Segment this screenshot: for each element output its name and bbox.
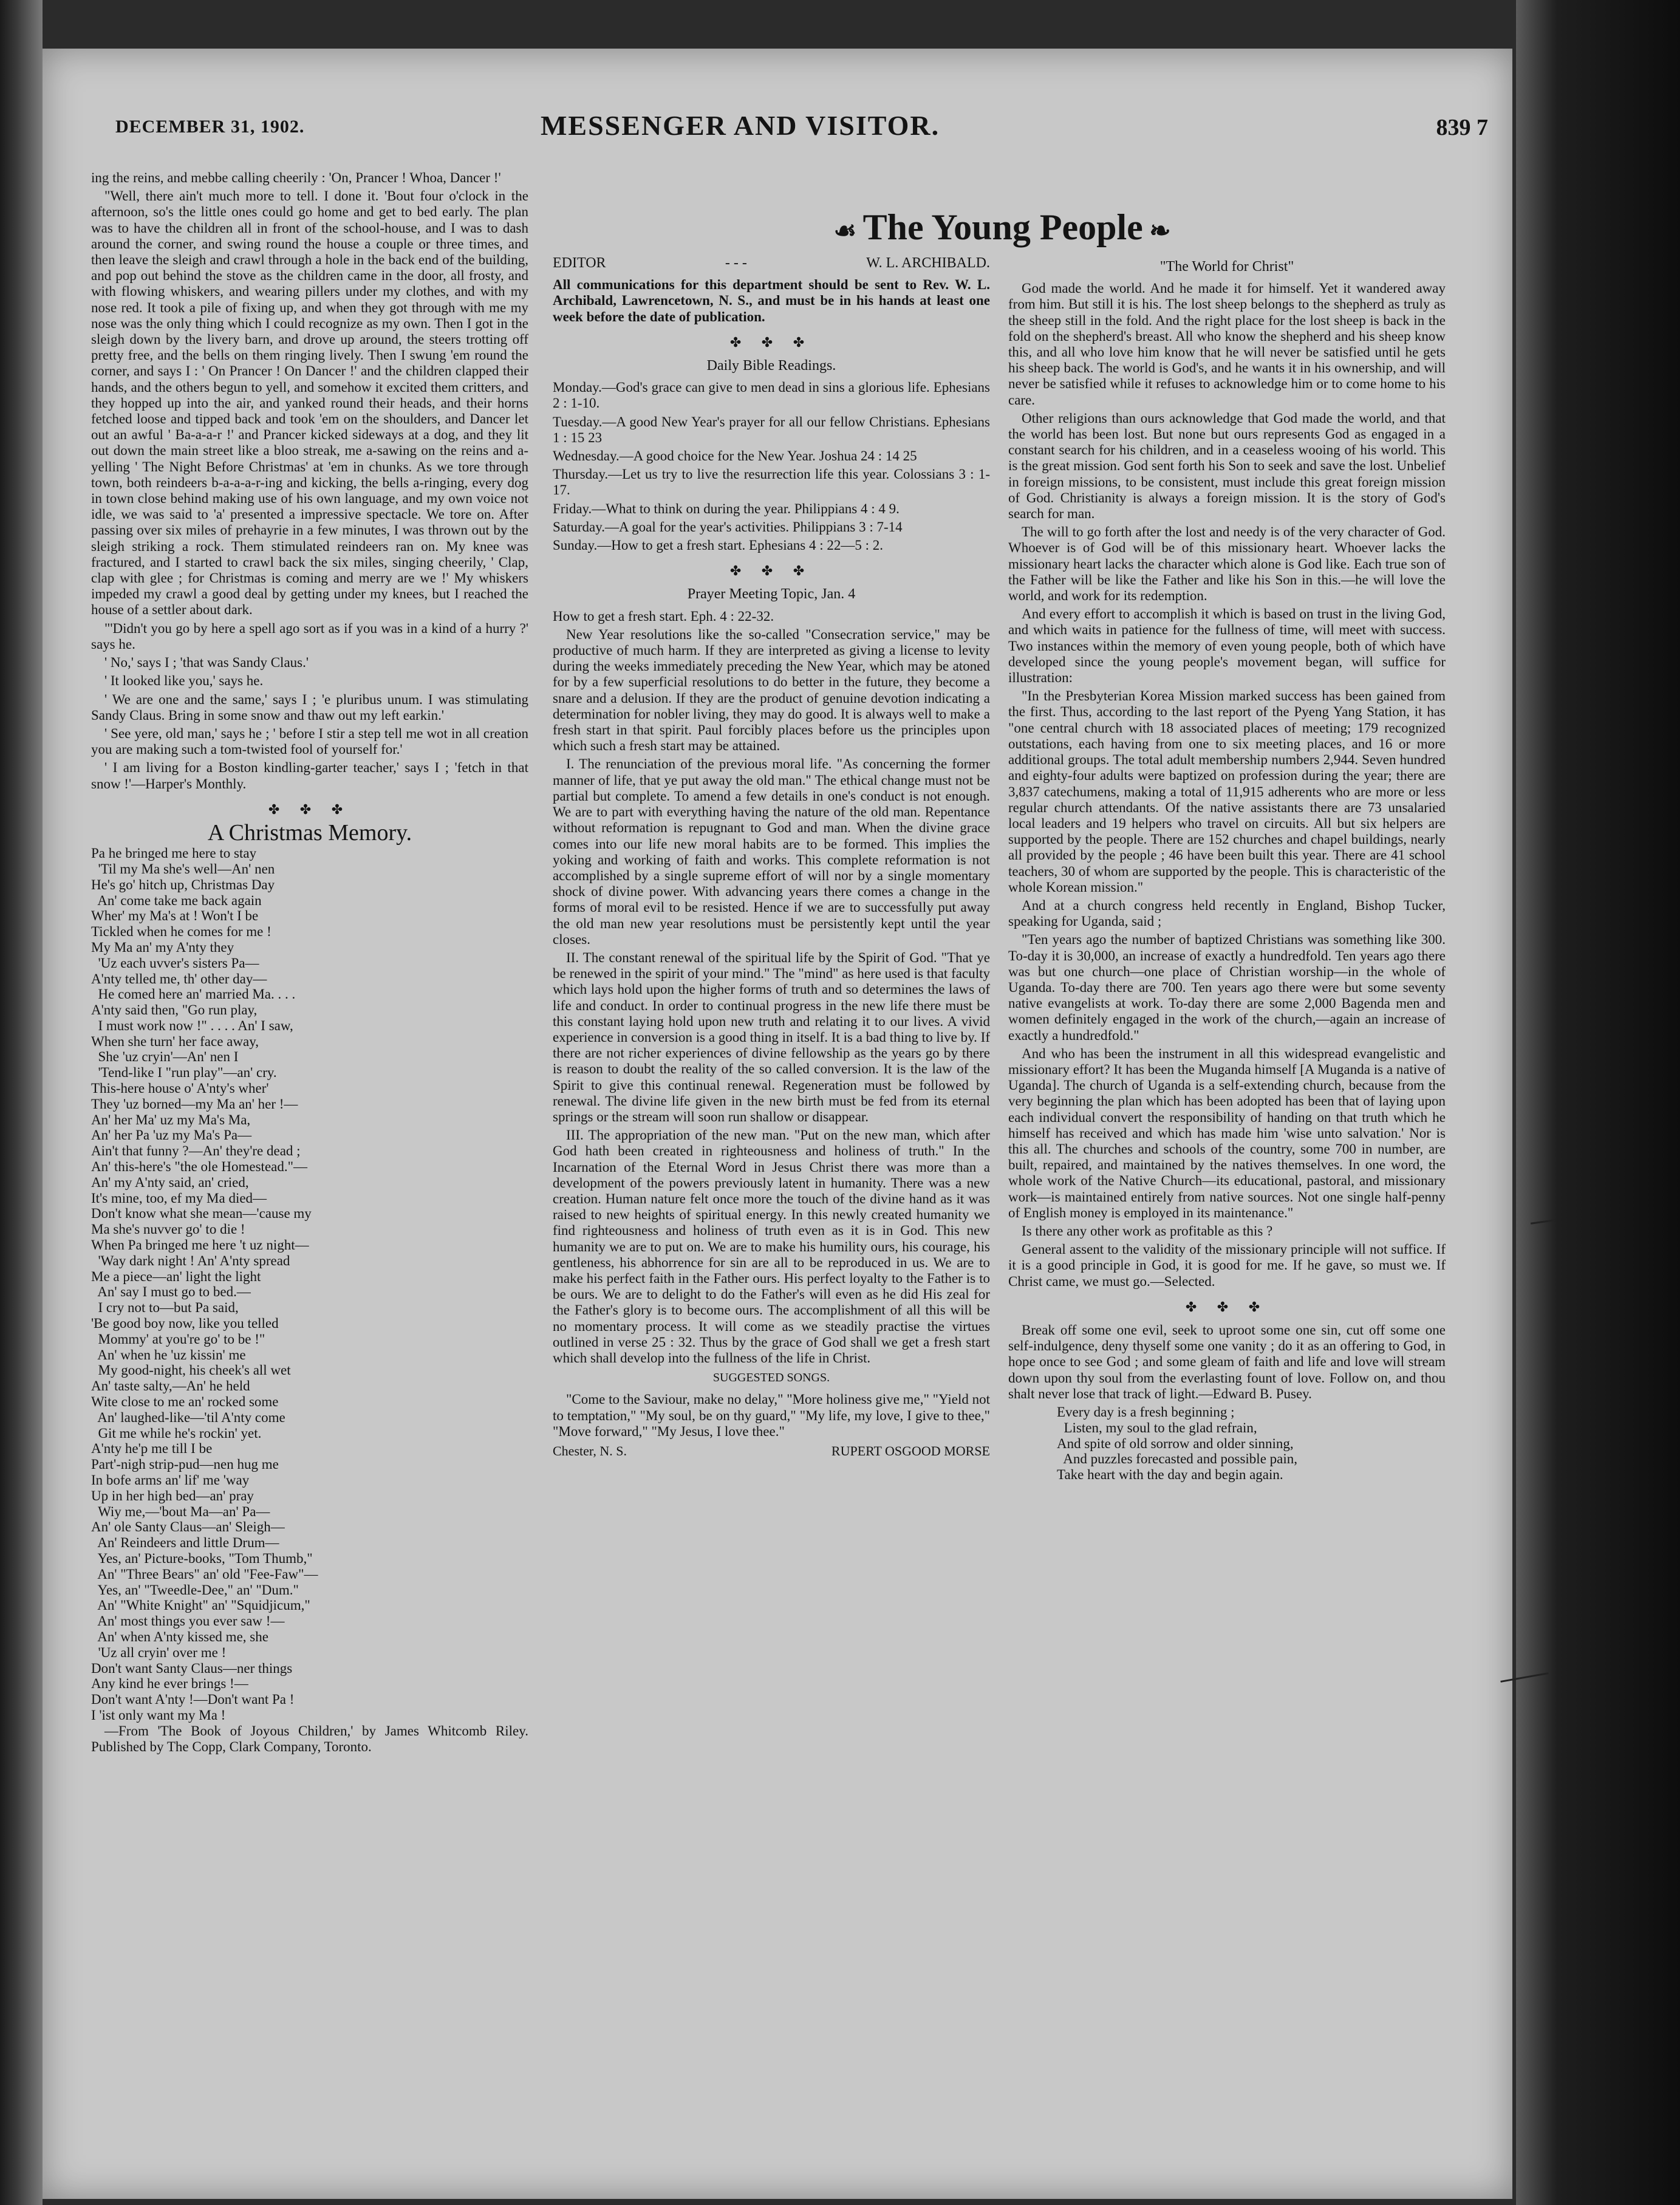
story-paragraph: "Well, there ain't much more to tell. I done it. 'Bout four o'clock in the afternoon, so's the little ones could go home and get to bed early. The plan was to have the children all in front of the school-house, and I was to dash around the corner, and swing round the house a couple or three times, and then leave the sleigh and crawl through a hole in the back end of the building, and pop out behind the stove as the children came in the door, all frosty, and with flowing whiskers, and wearing pillers under my clothes, and with my nose red. It took a pile of fixing up, and when they got through with me my nose was the only thing which I could recognize as my own. Then I got in the sleigh down by the livery barn, and drove up around, the steers trotting off pretty free, and the bells on them ringing lively. Then I swung 'em round the corner, and says I : ' On Prancer ! On Dancer !' and the children clapped their hands, and the others begun to yell, and somehow it excited them critters, and they hopped up into the air, and yanked round their heads, and their horns fetched loose and tipped back and took 'em on the shoulders, and Dancer let out an awful ' Ba-a-a-r !' and Prancer kicked sideways at a dog, and they lit out down the main street like a bloo streak, me a-sawing on the reins and a-yelling ' The Night Before Christmas' at 'em in chunks. As we tore through town, both reindeers b-a-a-a-r-ing and kicking, the bells a-ringing, every dog in town close behind making use of his own language, and my own voice not idle, we was said to 'a' presented a impressive spectacle. We tore on. After passing over six miles of prehayrie in a few minutes, I was thrown out by the sleigh striking a rock. Them stimulated reindeers ran on. My knee was fractured, and I started to crawl back the six miles, singing cheerily, ' Clap, clap with glee ; for Christmas is coming and merry are we !' My whiskers impeded my crawl a good deal by getting under my knees, but I reached the house of a settler about dark.: [91, 188, 528, 618]
verse-line: An' "Three Bears" an' old "Fee-Faw"—: [91, 1566, 318, 1582]
story-paragraph: ' We are one and the same,' says I ; 'e pluribus unum. I was stimulating Sandy Claus. Bring in some snow and thaw out my left earkin.': [91, 691, 528, 723]
verse-line: I cry not to—but Pa said,: [91, 1300, 239, 1316]
verse-line: In bofe arms an' lif' me 'way: [91, 1472, 250, 1488]
story-paragraph: ' It looked like you,' says he.: [104, 673, 264, 689]
article-paragraph: III. The appropriation of the new man. "Put on the new man, which after God hath been created in righteousness and holiness of truth." In the Incarnation of the Eternal Word in Jesus Christ there was more than a development of the powers previously latent in humanity. There was a new creation. Human nature felt once more the touch of the divine hand as it was raised to new heights of spiritual energy. In this newly created humanity we find righteousness and holiness of truth even as it is in God. This new humanity we are to put on. We are to make his humility ours, his courage, his gentleness, his abhorrence for sin are all to be reproduced in us. We are to make his perfect faith in the Father ours. His perfect loyalty to the Father is to be ours. We are to delight to do the Father's will even as he did His zeal for the Father's glory is to become ours. The accomplishment of all this will be no momentary process. It will come as we steadily practise the virtues outlined in verse 25 : 32. Thus by the grace of God shall we get a fresh start which shall develop into the fullness of the life in Christ.: [553, 1127, 990, 1366]
verse-line: Ain't that funny ?—An' they're dead ;: [91, 1143, 301, 1159]
verse-line: An' my A'nty said, an' cried,: [91, 1174, 249, 1190]
fleuron-icon: ☙: [833, 217, 863, 245]
verse-line: Wher' my Ma's at ! Won't I be: [91, 908, 259, 924]
editor-label: EDITOR: [553, 255, 606, 271]
article-paragraph: Is there any other work as profitable as this ?: [1022, 1223, 1273, 1239]
reading-item: Wednesday.—A good choice for the New Year. Joshua 24 : 14 25: [553, 448, 917, 464]
article-paragraph: II. The constant renewal of the spiritual life by the Spirit of God. "That ye be renewed in the spirit of your mind." The "mind" as here used is that faculty which lays hold upon the higher forms of truth and so determines the laws of life and conduct. In order to continual progress in the new life there must be this constant laying hold upon new truth and relating it to our lives. A vivid experience in conversion is a good thing in itself. It is a bad thing to live by. If there are not richer experiences of divine fellowship as the years go by there is reason to doubt the reality of the so called conversion. It is the law of the Spirit to give this continual renewal. Regeneration must be followed by renewal. The divine life given in the new birth must be fed from its eternal springs or the stream will soon run shallow or disappear.: [553, 949, 990, 1124]
verse-line: 'Uz all cryin' over me !: [91, 1644, 227, 1660]
signature-place: Chester, N. S.: [553, 1443, 627, 1459]
verse-line: I 'ist only want my Ma !: [91, 1707, 226, 1723]
article-paragraph: New Year resolutions like the so-called "Consecration service," may be productive of much harm. If they are interpreted as giving a license to levity during the weeks immediately preceding the New Year, which may be atoned for by a few superficial resolutions to do better in the future, they become a snare and a delusion. If they are the product of genuine devotion indicating a determination for nobler living, they may do good. It is always well to make a fresh start in that spirit. Paul forcibly places before us the principles upon which such a fresh start may be attained.: [553, 626, 990, 754]
communications-notice: All communications for this department should be sent to Rev. W. L. Archibald, Lawrencetown, N. S., and must be in his hands at least one week before the date of publication.: [553, 277, 990, 324]
article-paragraph: God made the world. And he made it for himself. Yet it wandered away from him. But still it is his. The lost sheep belongs to the shepherd as truly as the sheep still in the fold. And the right place for the lost sheep is back in the fold on the shepherd's breast. All who know the shepherd and his sheep know this, and all who love him know that he will never be satisfied until he gets his sheep back. The world is God's, and he wants it in his ownership, and will never be satisfied while it refuses to acknowledge him or to come home to his care.: [1008, 281, 1446, 408]
verse-line: An' most things you ever saw !—: [91, 1613, 285, 1629]
verse-line: Tickled when he comes for me !: [91, 924, 271, 940]
verse-line: 'Til my Ma she's well—An' nen: [91, 861, 275, 877]
verse-line: Listen, my soul to the glad refrain,: [1057, 1420, 1257, 1435]
reading-item: Tuesday.—A good New Year's prayer for all our fellow Christians. Ephesians 1 : 15 23: [553, 414, 990, 445]
verse-line: An' when A'nty kissed me, she: [91, 1629, 268, 1644]
fleuron-icon: ❧: [1142, 217, 1171, 245]
songs-list: "Come to the Saviour, make no delay," "More holiness give me," "Yield not to temptation," "My soul, be on thy guard," "My life, my love, I give to thee," "Move forward," "My Jesus, I love thee.": [553, 1392, 990, 1439]
scan-right-edge: [1516, 0, 1680, 2205]
verse-line: When she turn' her face away,: [91, 1033, 259, 1049]
verse-line: He comed here an' married Ma. . . .: [91, 986, 296, 1002]
verse-line: When Pa bringed me here 't uz night—: [91, 1237, 309, 1253]
article-paragraph: And at a church congress held recently in England, Bishop Tucker, speaking for Uganda, said ;: [1008, 897, 1446, 929]
verse-line: 'Uz each uvver's sisters Pa—: [91, 955, 259, 971]
verse-line: A'nty telled me, th' other day—: [91, 971, 267, 986]
editor-dashes: - - -: [725, 255, 747, 271]
verse-line: Up in her high bed—an' pray: [91, 1488, 254, 1503]
section-title: [729, 207, 1275, 248]
poem-title: A Christmas Memory.: [207, 819, 412, 846]
verse-line: They 'uz borned—my Ma an' her !—: [91, 1096, 298, 1112]
reading-item: Monday.—God's grace can give to men dead in sins a glorious life. Ephesians 2 : 1-10.: [553, 380, 990, 411]
verse-line: Part'-nigh strip-pud—nen hug me: [91, 1457, 279, 1472]
column-1: [91, 170, 528, 1757]
poem-credit: —From 'The Book of Joyous Children,' by James Whitcomb Riley. Published by The Copp, Clark Company, Toronto.: [91, 1723, 528, 1754]
verse-line: Don't want Santy Claus—ner things: [91, 1660, 293, 1676]
signature: [553, 1443, 990, 1459]
editor-line: [553, 255, 990, 271]
verse-line: Ma she's nuvver go' to die !: [91, 1222, 245, 1237]
verse-line: An' her Pa 'uz my Ma's Pa—: [91, 1127, 252, 1143]
scan-left-edge: [0, 0, 43, 2205]
songs-title: SUGGESTED SONGS.: [712, 1371, 830, 1385]
reading-item: Sunday.—How to get a fresh start. Ephesians 4 : 22—5 : 2.: [553, 538, 884, 553]
article-paragraph: General assent to the validity of the missionary principle will not suffice. If it is a good principle in God, it is good for me. If he gave, so must we. If Christ came, we must go.—Selected.: [1008, 1242, 1446, 1289]
verse-line: Don't want A'nty !—Don't want Pa !: [91, 1692, 295, 1708]
newspaper-title: MESSENGER AND VISITOR.: [541, 110, 940, 141]
column-3: [1008, 255, 1446, 1483]
reading-item: Friday.—What to think on during the year. Philippians 4 : 4 9.: [553, 501, 900, 516]
article-title: "The World for Christ": [1159, 259, 1294, 275]
story-paragraph: ing the reins, and mebbe calling cheerily : 'On, Prancer ! Whoa, Dancer !': [91, 170, 501, 185]
verse-line: A'nty he'p me till I be: [91, 1441, 213, 1457]
verse-line: An' "White Knight" an' "Squidjicum,": [91, 1598, 310, 1613]
verse-line: An' Reindeers and little Drum—: [91, 1535, 279, 1551]
prayer-topic-title: Prayer Meeting Topic, Jan. 4: [687, 586, 856, 603]
verse-line: Wiy me,—'bout Ma—an' Pa—: [91, 1503, 270, 1519]
verse-line: I must work now !" . . . . An' I saw,: [91, 1017, 293, 1033]
article-paragraph: The will to go forth after the lost and needy is of the very character of God. Whoever is of God will be of this missionary heart. Whoever lacks the missionary heart lacks the character which alone is God like. Each true son of the Father will be like the Father and like his Son in this.—he will love the world, and work for its redemption.: [1008, 524, 1446, 604]
verse-line: Wite close to me an' rocked some: [91, 1394, 279, 1410]
verse-line: Git me while he's rockin' yet.: [91, 1425, 262, 1441]
verse-line: This-here house o' A'nty's wher': [91, 1081, 269, 1096]
story-paragraph: ' See yere, old man,' says he ; ' before I stir a step tell me wot in all creation you are making such a tom-twisted fool of yourself for.': [91, 725, 528, 757]
article-paragraph: "In the Presbyterian Korea Mission marked success has been gained from the first. Thus, according to the last report of the Pyeng Yang Station, it has "one central church with 18 associated places of meeting; 179 recognized outstations, each having from one to six meeting places, and 16 or more additional groups. The total adult membership numbers 2,944. Seven hundred and eighty-four adults were baptized on profession during the year; there are 3,837 catechumens, making a total of 11,915 adherents who are more or less regular church attendants. Of the native assistants there are 73 unsalaried local leaders and 19 helpers who travel on circuits. All but six helpers are supported by the people. There are 152 churches and chapel buildings, nearly all provided by the people ; 46 have been built this year. There are 41 school teachers, 30 of whom are supported by the people. This is characteristic of the whole Korean mission.": [1008, 688, 1446, 895]
verse-line: 'Tend-like I "run play"—an' cry.: [91, 1065, 277, 1081]
ornament-stars: ✤ ✤ ✤: [1185, 1299, 1269, 1314]
article-paragraph: And every effort to accomplish it which is based on trust in the living God, and which waits in patience for the fullness of time, will meet with success. Two instances within the memory of even young people, both of which have developed since the young people's movement began, will suffice for illustration:: [1008, 606, 1446, 686]
verse-line: A'nty said then, "Go run play,: [91, 1002, 258, 1018]
article-paragraph: Other religions than ours acknowledge that God made the world, and that the world has been lost. But none but ours represents God as engaged in a constant search for his children, and in a ceaseless wooing of his world. This is the great mission. God sent forth his Son to seek and save the lost. Unbelief in foreign missions, to be consistent, must include this great foreign mission of God. Christianity is always a foreign mission. It is the story of God's search for man.: [1008, 410, 1446, 522]
verse-line: Any kind he ever brings !—: [91, 1676, 248, 1692]
verse-line: Don't know what she mean—'cause my: [91, 1206, 312, 1222]
verse-line: An' taste salty,—An' he held: [91, 1378, 250, 1394]
newspaper-page: [43, 49, 1512, 2199]
verse-line: And spite of old sorrow and older sinning,: [1057, 1435, 1294, 1451]
verse-line: She 'uz cryin'—An' nen I: [91, 1049, 239, 1065]
verse-line: An' ole Santy Claus—an' Sleigh—: [91, 1519, 285, 1535]
verse-line: An' when he 'uz kissin' me: [91, 1347, 246, 1362]
verse-line: Me a piece—an' light the light: [91, 1268, 261, 1284]
issue-date: DECEMBER 31, 1902.: [115, 117, 305, 137]
verse-line: It's mine, too, ef my Ma died—: [91, 1190, 267, 1206]
ornament-stars: ✤ ✤ ✤: [729, 563, 813, 579]
verse-line: Mommy' at you're go' to be !": [91, 1331, 265, 1347]
story-paragraph: ' I am living for a Boston kindling-garter teacher,' says I ; 'fetch in that snow !'—Harper's Monthly.: [91, 760, 528, 791]
story-paragraph: "'Didn't you go by here a spell ago sort as if you was in a kind of a hurry ?' says he.: [91, 620, 528, 652]
article-paragraph: "Ten years ago the number of baptized Christians was something like 300. To-day it is 30,000, an increase of exactly a hundredfold. Ten years ago there was but one church—one place of Christian worship—in the whole of Uganda. To-day there are 700. Ten years ago there were but some seventy native evangelists at work. To-day there are some 2,000 Bagenda men and women definitely engaged in the work of the church,—again an increase of exactly a hundredfold.": [1008, 932, 1446, 1043]
verse-line: My good-night, his cheek's all wet: [91, 1362, 291, 1378]
verse-line: An' come take me back again: [91, 892, 262, 908]
verse-line: Take heart with the day and begin again.: [1057, 1467, 1283, 1483]
verse-line: 'Be good boy now, like you telled: [91, 1316, 279, 1332]
verse-line: An' this-here's "the ole Homestead."—: [91, 1159, 308, 1175]
verse-line: An' her Ma' uz my Ma's Ma,: [91, 1112, 251, 1127]
section-title-text: The Young People: [862, 207, 1143, 247]
verse-line: And puzzles forecasted and possible pain,: [1057, 1451, 1297, 1467]
prayer-topic-subtitle: How to get a fresh start. Eph. 4 : 22-32.: [553, 608, 774, 624]
poem: [91, 846, 528, 1723]
verse-line: An' laughed-like—'til A'nty come: [91, 1409, 285, 1425]
masthead: [43, 109, 1512, 158]
ornament-stars: ✤ ✤ ✤: [268, 801, 352, 817]
verse-line: 'Way dark night ! An' A'nty spread: [91, 1253, 290, 1268]
readings-title: Daily Bible Readings.: [706, 358, 836, 374]
closing-verse: [1057, 1404, 1446, 1483]
story-paragraph: ' No,' says I ; 'that was Sandy Claus.': [104, 655, 309, 671]
column-2: [553, 255, 990, 1459]
closing-paragraph: Break off some one evil, seek to uproot some one sin, cut off some one self-indulgence, deny thyself some one vanity ; do it as an offering to God, in hope once to see God ; and some gleam of faith and life and love will stream down upon thy soul from the everlasting fount of love. Follow on, and thou shalt never lose that track of light.—Edward B. Pusey.: [1008, 1322, 1446, 1401]
verse-line: Yes, an' Picture-books, "Tom Thumb,": [91, 1550, 313, 1566]
signature-name: RUPERT OSGOOD MORSE: [831, 1443, 990, 1459]
ornament-stars: ✤ ✤ ✤: [729, 334, 813, 350]
reading-item: Thursday.—Let us try to live the resurrection life this year. Colossians 3 : 1-17.: [553, 467, 990, 498]
verse-line: An' say I must go to bed.—: [91, 1284, 251, 1300]
reading-item: Saturday.—A goal for the year's activities. Philippians 3 : 7-14: [553, 519, 903, 535]
page-number: 839 7: [1436, 115, 1488, 140]
article-paragraph: And who has been the instrument in all this widespread evangelistic and missionary effort? It has been the Muganda himself [A Muganda is a native of Uganda]. The church of Uganda is a self-extending church, because from the very beginning the plan which has been adopted has been that of laying upon each individual convert the responsibility of handing on that truth which he himself has received and which has made him 'wise unto salvation.' Nor is this all. The churches and schools of the country, some 700 in number, are built, repaired, and maintained by the natives themselves. In one word, the whole work of the Native Church—its educational, pastoral, and missionary work—is maintained entirely from native sources. Not one single half-penny of English money is employed in its maintenance.": [1008, 1045, 1446, 1220]
verse-line: Pa he bringed me here to stay: [91, 846, 257, 861]
verse-line: My Ma an' my A'nty they: [91, 939, 234, 955]
article-paragraph: I. The renunciation of the previous moral life. "As concerning the former manner of life, that ye put away the old man." The ethical change must not be partial but complete. To amend a few details in one's conduct is not enough. We are to part with everything having the nature of the old man. Repentance without reformation is repugnant to God and man. When the divine grace comes into our life new moral habits are to be formed. This implies the yoking and working of faith and works. This complete reformation is not accomplished by a single supreme effort of will nor by a single momentary shock of divine power. With advancing years there comes a change in the forms of moral evil to be resisted. Hence if we are to successfully put away the old man new year resolutions must be persistently kept until the year closes.: [553, 756, 990, 947]
verse-line: He's go' hitch up, Christmas Day: [91, 877, 275, 892]
editor-name: W. L. ARCHIBALD.: [866, 255, 990, 271]
verse-line: Every day is a fresh beginning ;: [1057, 1404, 1235, 1420]
verse-line: Yes, an' "Tweedle-Dee," an' "Dum.": [91, 1582, 299, 1598]
